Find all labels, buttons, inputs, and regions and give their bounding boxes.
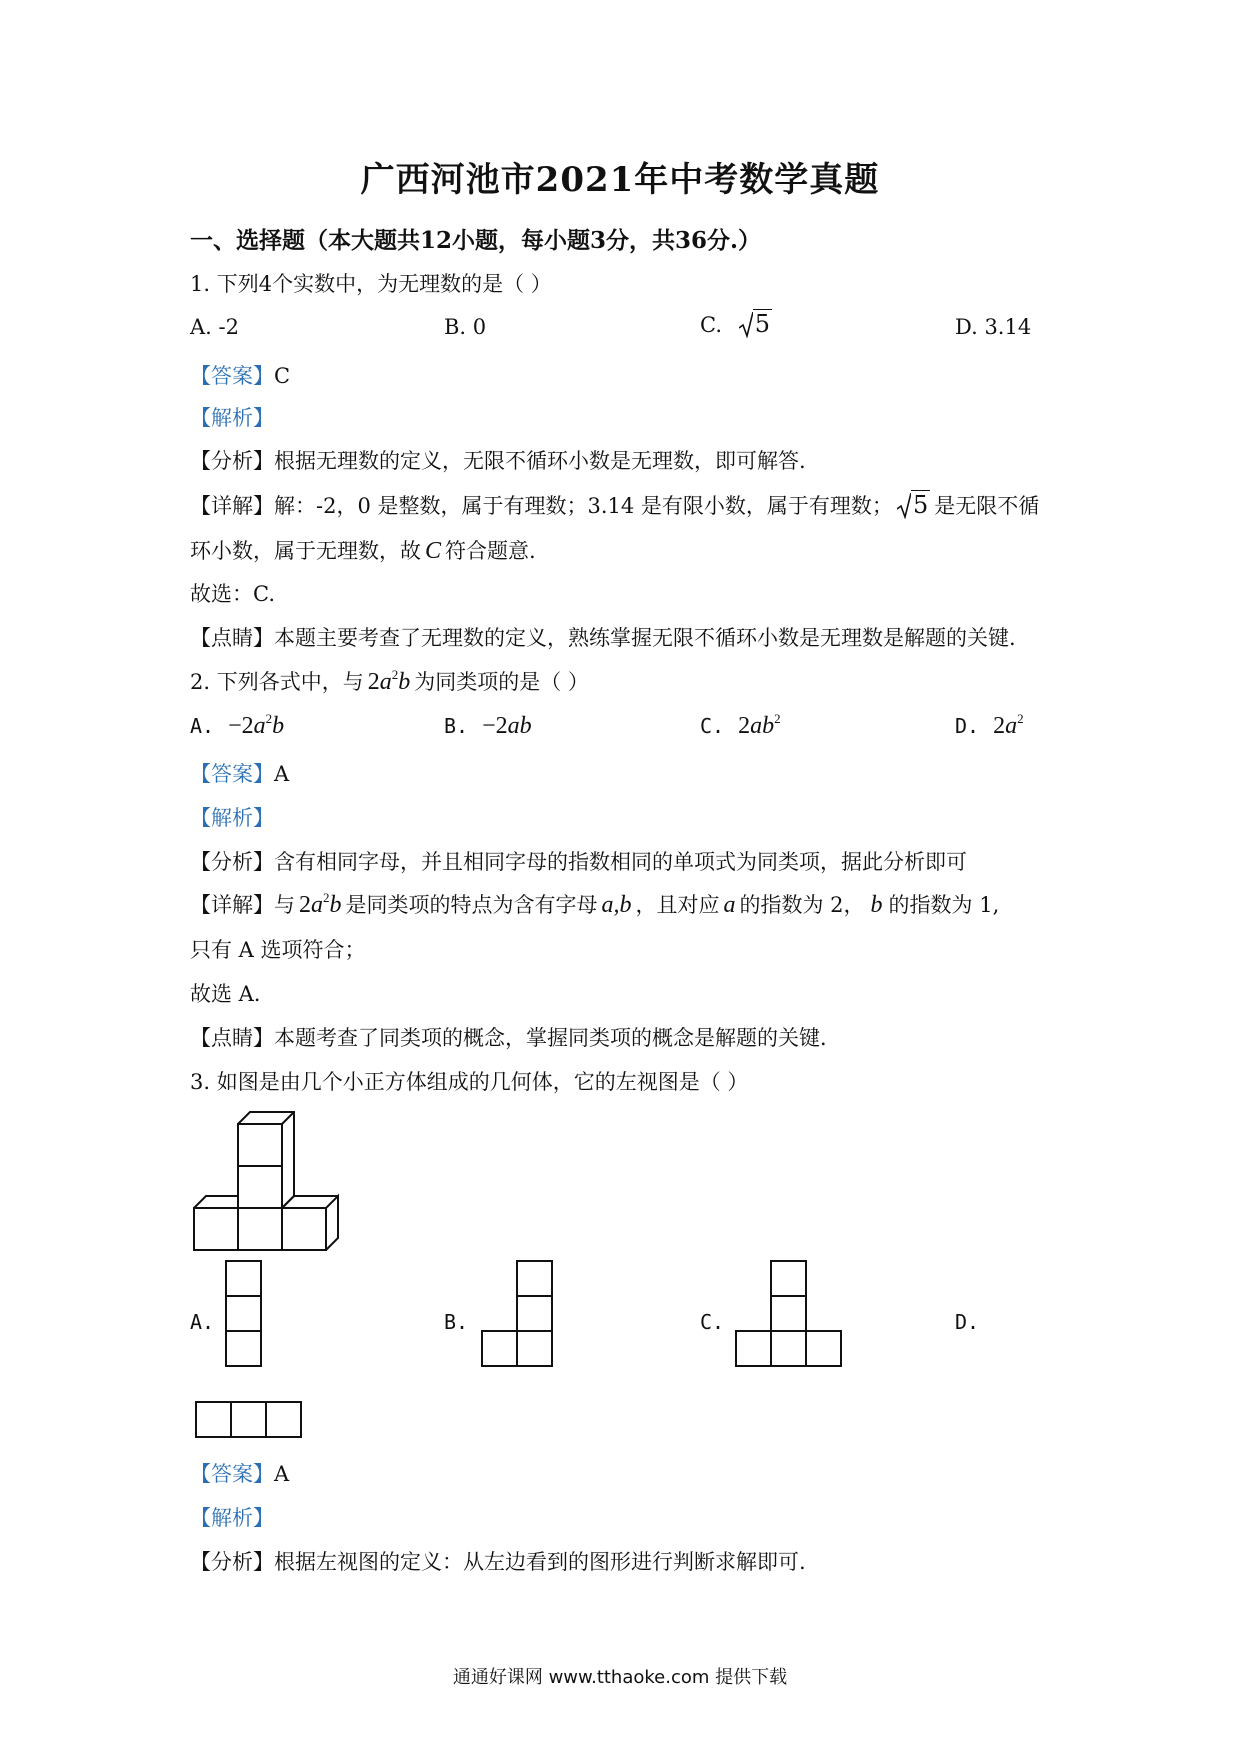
q2-stem-term [368, 669, 411, 695]
q1-xiangjie-line2 [190, 535, 536, 565]
fenxi-tag: 【分析】 [190, 449, 274, 473]
sqrt-symbol [739, 310, 772, 338]
exp: 2 [265, 711, 273, 726]
q3-stem: 3. 如图是由几个小正方体组成的几何体，它的左视图是（ ） [190, 1070, 749, 1094]
q2-option-c [700, 713, 781, 740]
xiangjie-tag: 【详解】 [190, 893, 274, 917]
q1-dianjing-line [190, 622, 1016, 652]
option-label: C. [700, 714, 725, 738]
q1-xiangjie-var: C [425, 538, 442, 564]
q2-option-a [190, 713, 284, 740]
q3-answer-line [190, 1458, 289, 1488]
q2-xj-text: ，且对应 [635, 893, 720, 917]
fenxi-tag: 【分析】 [190, 850, 274, 874]
q1-answer: C [274, 364, 291, 388]
analysis-tag: 【解析】 [190, 806, 274, 830]
q1-conclusion: 故选：C. [190, 582, 275, 606]
option-label: A. [190, 714, 215, 738]
var: a [253, 713, 266, 739]
var: b [398, 669, 411, 695]
page-footer: 通通好课网 www.tthaoke.com 提供下载 [452, 1667, 788, 1688]
q2-option-b [444, 713, 532, 740]
var: a [311, 892, 323, 918]
q3-option-a-label: A. [190, 1310, 215, 1334]
var: b [870, 892, 883, 918]
fenxi-tag: 【分析】 [190, 1550, 274, 1574]
q2-xj-text: 的指数为 2， [739, 893, 865, 917]
q2-xiangjie-line2: 只有 A 选项符合； [190, 938, 366, 962]
q2-fenxi-line [190, 846, 967, 876]
q2-xj-text: 的指数为 1, [888, 893, 1000, 917]
q1-dianjing: 本题主要考查了无理数的定义，熟练掌握无限不循环小数是无理数是解题的关键. [274, 626, 1016, 650]
q2-stem [190, 666, 589, 696]
var: a [379, 669, 392, 695]
q2-xj-text: 与 [274, 893, 295, 917]
exp: 2 [774, 711, 781, 726]
q3-option-c-figure [736, 1261, 844, 1369]
q1-option-c-label: C. [700, 313, 722, 337]
var: b [329, 892, 342, 918]
q2-stem-post: 为同类项的是（ ） [414, 670, 589, 694]
q3-fenxi-line [190, 1546, 806, 1576]
q1-fenxi: 根据无理数的定义，无限不循环小数是无理数，即可解答. [274, 449, 806, 473]
dianjing-tag: 【点睛】 [190, 626, 274, 650]
q2-xj-text: 是同类项的特点为含有字母 [345, 893, 598, 917]
q1-stem: 1. 下列4个实数中，为无理数的是（ ） [190, 272, 552, 296]
var: ab [750, 713, 775, 739]
q1-xiangjie-line1 [190, 490, 1039, 520]
q2-answer: A [274, 762, 290, 786]
q1-xiangjie-text-3: 环小数，属于无理数，故 [190, 539, 421, 563]
page-title: 广西河池市2021年中考数学真题 [360, 160, 880, 200]
q2-option-d [955, 713, 1024, 740]
q2-xj-letters: a,b [601, 892, 632, 918]
exp: 2 [1017, 711, 1024, 726]
q2-conclusion: 故选 A． [190, 982, 275, 1006]
q2-xiangjie-line1 [190, 889, 999, 919]
var: b [272, 713, 285, 739]
q3-option-b-label: B. [444, 1310, 469, 1334]
q1-option-d: D. 3.14 [955, 315, 1032, 339]
q2-dianjing: 本题考查了同类项的概念，掌握同类项的概念是解题的关键． [274, 1026, 841, 1050]
answer-tag: 【答案】 [190, 1462, 274, 1486]
coef: −2 [228, 713, 254, 739]
q3-option-d-label: D. [955, 1310, 980, 1334]
answer-tag: 【答案】 [190, 762, 274, 786]
option-label: B. [444, 714, 469, 738]
q2-fenxi: 含有相同字母，并且相同字母的指数相同的单项式为同类项，据此分析即可 [274, 850, 967, 874]
analysis-tag: 【解析】 [190, 406, 274, 430]
answer-tag: 【答案】 [190, 364, 274, 388]
q3-option-a-figure [226, 1261, 262, 1369]
q1-answer-line [190, 360, 290, 390]
section-heading: 一、选择题（本大题共12小题，每小题3分，共36分.） [190, 227, 762, 254]
q1-xiangjie-text-2: 是无限不循 [934, 494, 1040, 518]
q1-option-c-radicand: 5 [754, 310, 770, 338]
q2-answer-line [190, 758, 289, 788]
xiangjie-tag: 【详解】 [190, 494, 274, 518]
coef: −2 [482, 713, 508, 739]
exp: 2 [323, 890, 330, 905]
exp: 2 [391, 667, 399, 682]
sqrt-symbol [897, 491, 930, 519]
var: a [723, 892, 736, 918]
coef: 2 [299, 892, 311, 918]
coef: 2 [738, 713, 751, 739]
q3-option-d-figure [196, 1402, 304, 1438]
q1-option-c [700, 310, 772, 338]
q3-solid-figure [194, 1110, 344, 1250]
analysis-tag: 【解析】 [190, 1506, 274, 1530]
q2-dianjing-line [190, 1022, 841, 1052]
dianjing-tag: 【点睛】 [190, 1026, 274, 1050]
coef: 2 [993, 713, 1006, 739]
q3-option-b-figure [482, 1261, 554, 1369]
q3-option-c-label: C. [700, 1310, 725, 1334]
q3-answer: A [274, 1462, 290, 1486]
var: ab [507, 713, 532, 739]
q1-option-b: B. 0 [444, 315, 487, 339]
q1-xiangjie-text-1: 解：-2，0 是整数，属于有理数；3.14 是有限小数，属于有理数； [274, 494, 893, 518]
q2-stem-pre: 2. 下列各式中，与 [190, 670, 364, 694]
q1-xiangjie-radicand: 5 [912, 491, 929, 519]
option-label: D. [955, 714, 980, 738]
q1-option-a: A. -2 [190, 315, 239, 339]
q1-xiangjie-text-4: 符合题意. [445, 539, 536, 563]
q1-fenxi-line [190, 445, 806, 475]
q3-fenxi: 根据左视图的定义：从左边看到的图形进行判断求解即可. [274, 1550, 806, 1574]
var: a [1005, 713, 1018, 739]
coef: 2 [367, 669, 380, 695]
